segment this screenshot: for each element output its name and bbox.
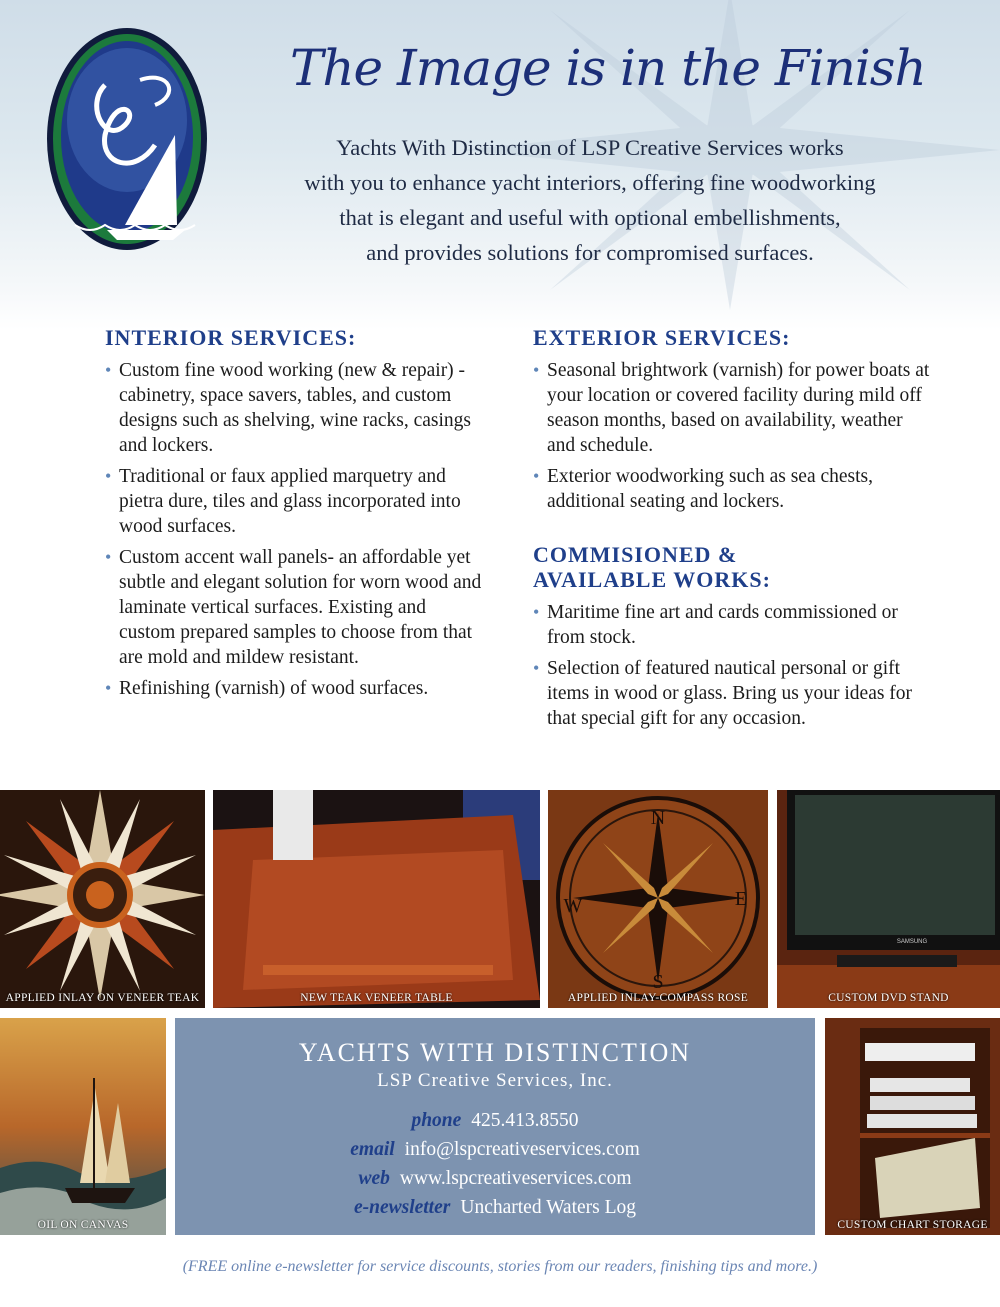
list-item: • Refinishing (varnish) of wood surfaces. [105, 678, 429, 699]
phone-label: phone [411, 1110, 462, 1131]
photo-caption: APPLIED INLAY ON VENEER TEAK [5, 992, 200, 1004]
photo-oil-on-canvas [0, 1018, 166, 1235]
phone-row [175, 1106, 815, 1135]
bullet-icon: • [533, 658, 540, 678]
newsletter-footnote: (FREE online e-newsletter for service discounts, stories from our readers, finishing tips and more.) [182, 1258, 818, 1275]
list-item: • Maritime fine art and cards commissioned or from stock. [533, 602, 898, 648]
list-item: • Custom fine wood working (new & repair) - cabinetry, space savers, tables, and custom designs such as shelving, wine racks, casings and lockers. [105, 360, 472, 456]
sailboat-logo-icon [45, 25, 210, 253]
bullet-icon: • [105, 360, 112, 380]
email-label: email [350, 1139, 395, 1160]
photo-chart-storage [825, 1018, 1000, 1235]
list-item: • Selection of featured nautical personal or gift items in wood or glass. Bring us your ideas for that special gift for any occasion. [533, 658, 913, 729]
email-address[interactable]: info@lspcreativeservices.com [404, 1139, 640, 1160]
newsletter-row [175, 1193, 815, 1222]
photo-teak-veneer-table [213, 790, 540, 1008]
commissioned-works-list [533, 600, 933, 731]
tv-brand-label: SAMSUNG [896, 939, 928, 945]
star-inlay-icon [0, 790, 205, 1008]
intro-line: with you to enhance yacht interiors, offering fine woodworking [304, 170, 876, 195]
interior-services-heading: INTERIOR SERVICES: [105, 325, 357, 350]
web-address[interactable]: www.lspcreativeservices.com [399, 1168, 632, 1189]
phone-number[interactable]: 425.413.8550 [471, 1110, 579, 1131]
intro-line: Yachts With Distinction of LSP Creative Services works [336, 135, 844, 160]
photo-inlay-veneer-teak [0, 790, 205, 1008]
exterior-services-list [533, 358, 933, 514]
compass-n-label: N [650, 807, 666, 829]
compass-e-label: E [734, 888, 748, 910]
bullet-icon: • [533, 360, 540, 380]
exterior-services-heading: EXTERIOR SERVICES: [533, 325, 791, 350]
newsletter-name: Uncharted Waters Log [460, 1197, 637, 1218]
list-item: • Seasonal brightwork (varnish) for power boats at your location or covered facility during mild off season months, based on availability, weather and schedule. [533, 360, 930, 456]
photo-dvd-stand [777, 790, 1000, 1008]
web-row [175, 1164, 815, 1193]
hero-banner [0, 0, 1000, 330]
commissioned-works-heading: COMMISIONED & AVAILABLE WORKS: [533, 542, 771, 592]
newsletter-label: e-newsletter [353, 1197, 451, 1218]
interior-services-list [105, 358, 485, 701]
photo-caption: OIL ON CANVAS [37, 1219, 129, 1231]
bullet-icon: • [105, 547, 112, 567]
list-item: • Exterior woodworking such as sea chests, additional seating and lockers. [533, 466, 874, 512]
list-item: • Traditional or faux applied marquetry and pietra dure, tiles and glass incorporated into wood surfaces. [105, 466, 461, 537]
compass-rose-icon [548, 790, 768, 1008]
list-item: • Custom accent wall panels- an affordable yet subtle and elegant solution for worn wood and laminate vertical surfaces. Existing and custom prepared samples to choose from that are mold and mildew resistant. [105, 547, 482, 668]
intro-line: and provides solutions for compromised surfaces. [366, 240, 814, 265]
ship-painting-icon [0, 1018, 166, 1235]
intro-paragraph [270, 130, 910, 270]
photo-caption: NEW TEAK VENEER TABLE [300, 992, 453, 1004]
bullet-icon: • [105, 678, 112, 698]
chart-storage-icon [825, 1018, 1000, 1235]
company-subname: LSP Creative Services, Inc. [377, 1070, 613, 1091]
photo-caption: APPLIED INLAY-COMPASS ROSE [567, 992, 749, 1004]
tagline-headline: The Image is in the Finish [290, 39, 926, 97]
photo-caption: CUSTOM DVD STAND [828, 992, 949, 1004]
intro-line: that is elegant and useful with optional embellishments, [339, 205, 841, 230]
compass-w-label: W [563, 895, 583, 917]
bullet-icon: • [105, 466, 112, 486]
bullet-icon: • [533, 602, 540, 622]
exterior-services-section [533, 325, 933, 737]
compass-s-label: S [652, 971, 664, 993]
bullet-icon: • [533, 466, 540, 486]
tv-icon [777, 790, 1000, 1008]
email-row [175, 1135, 815, 1164]
photo-caption: CUSTOM CHART STORAGE [837, 1219, 988, 1231]
photo-compass-rose [548, 790, 768, 1008]
web-label: web [358, 1168, 390, 1189]
company-name: YACHTS WITH DISTINCTION [298, 1038, 692, 1067]
contact-panel [175, 1018, 815, 1235]
table-icon [213, 790, 540, 1008]
interior-services-section [105, 325, 485, 707]
